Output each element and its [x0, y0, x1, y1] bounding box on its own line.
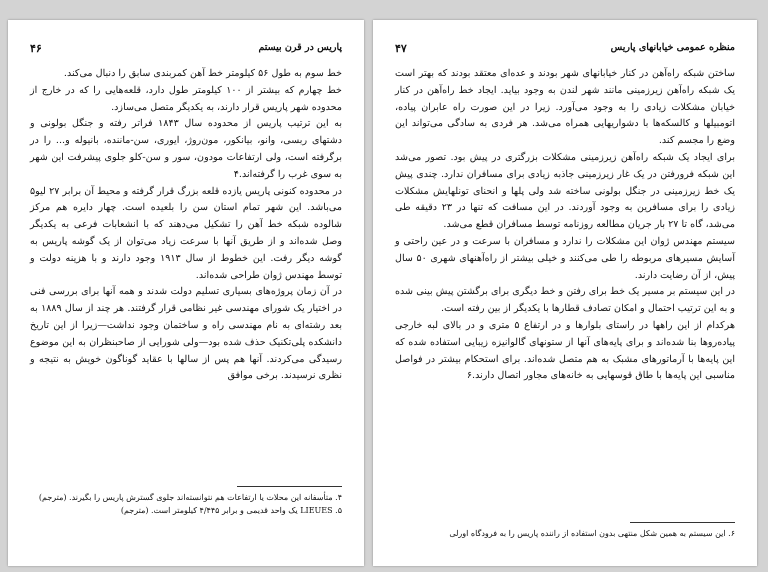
paragraph: در محدوده کنونی پاریس یازده قلعه بزرگ قرار گرفته و محیط آن برابر ۲۷ لیو۵ می‌باشد. این شهر تمام استان سن را بلعیده است. چهار دایره هم مرکز شالوده شبکه خط آهن را تشکیل می‌دهند که با انشعابات فرعی به یکدیگر وصل شده‌اند و از طریق آنها با سرعت زیاد می‌توان از یک گوشه پاریس به گوشه دیگر رفت. این خطوط از سال ۱۹۱۳ وجود دارند و با هزینه دولت و توسط مهندس ژوان طراحی شده‌اند.	[30, 185, 342, 281]
page-header	[395, 42, 735, 58]
page-number: ۴۷	[395, 42, 407, 55]
footnote-divider	[630, 522, 735, 523]
paragraph: هرکدام از این راهها در راستای بلوارها و در ارتفاع ۵ متری و در بالای لبه خارجی پیاده‌روها بنا شده‌اند و برای پایه‌های آنها از ستونهای گالوانیزه زیبایی استفاده شده که این پایه‌ها با آرماتورهای مشبک به هم متصل شده‌اند. برای استحکام بیشتر در فواصل مناسبی این پایه‌ها با طاق قوسهایی به خانه‌های مجاور اتصال دارند.۶	[395, 319, 736, 382]
page-left	[8, 20, 364, 566]
footnote: ۶. این سیستم به همین شکل منتهی بدون استفاده از راننده پاریس را به فرودگاه اورلی	[449, 529, 735, 538]
paragraph: خط چهارم که بیشتر از ۱۰۰ کیلومتر طول دارد، قلعه‌هایی را که در خارج از محدوده شهر پاریس قرار دارند، به یکدیگر متصل می‌سازد.	[30, 84, 342, 113]
paragraph: خط سوم به طول ۵۶ کیلومتر خط آهن کمربندی سابق را دنبال می‌کند.	[63, 68, 342, 79]
paragraph: ساختن شبکه راه‌آهن در کنار خیابانهای شهر بودند و عده‌ای معتقد بودند که بهتر است یک شبکه راه‌آهن زیرزمینی مانند شهر لندن به وجود بیاید. ایجاد خط راه‌آهن در کنار خیابان مشکلات زیادی را به وجود می‌آورد. زیرا در این صورت راه عابران پیاده، اتومبیلها و کالسکه‌ها با دشواریهایی همراه می‌شد. هر فردی به سادگی می‌تواند این وضع را مجسم کند.	[395, 68, 735, 147]
paragraph: در آن زمان پروژه‌های بسیاری تسلیم دولت شدند و همه آنها برای بررسی فنی در اختیار یک شورای مهندسی غیر نظامی قرار گرفتند. هر چند از سال ۱۸۸۹ به بعد رشته‌ای به نام مهندسی راه و ساختمان وجود نداشت—زیرا از این تاریخ دانشکده پلی‌تکنیک حذف شده بود—ولی شورایی از صاحبنظران به این موضوع رسیدگی می‌کردند. آنها هم پس از سالها با عقاید گوناگون خویش به نتیجه و نظری نرسیدند. برخی موافق	[30, 286, 342, 382]
footnotes	[395, 528, 735, 541]
body-text	[395, 66, 735, 385]
page-header	[30, 42, 342, 58]
footnote: ۴. متأسفانه این محلات یا ارتفاعات هم نتوانسته‌اند جلوی گسترش پاریس را بگیرند. (مترجم)	[38, 493, 342, 502]
paragraph: به این ترتیب پاریس از محدوده سال ۱۸۴۳ فراتر رفته و جنگل بولونی و دشتهای ربسی، وانو، بیانکور، مون‌روژ، ایوری، سن-ماننده، بانیوله و... را در برگرفته است، ولی ارتفاعات مودون، سور و سن-کلو جلوی پیشرفت این شهر به سوی غرب را گرفته‌اند.۴	[30, 118, 343, 180]
paragraph: برای ایجاد یک شبکه راه‌آهن زیرزمینی مشکلات بزرگتری در پیش بود. تصور می‌شد این شبکه فرورفتن در یک غار زیرزمینی جاذبه زیادی برای مسافران ندارد. چندی پیش یک خط زیرزمینی در جنگل بولونی ساخته شد ولی پلها و انحنای تونلهایش مشکلات زیادی را برای مسافرین به وجود آوردند. در این مسافت که تنها در ۲۳ دقیقه طی می‌شد، گاه تا ۲۷ بار جریان مطالعه روزنامه توسط مسافران قطع می‌شد.	[395, 151, 735, 231]
running-title: منظره عمومی خیابانهای پاریس	[610, 42, 735, 53]
body-text	[30, 66, 342, 385]
paragraph: در این سیستم بر مسیر یک خط برای رفتن و خط دیگری برای برگشتن پیش بینی شده و به این ترتیب احتمال و امکان تصادف قطارها با یکدیگر از بین رفته است.	[395, 286, 735, 315]
page-right	[373, 20, 757, 566]
footnote: ۵. LIEUES یک واحد قدیمی و برابر ۴/۴۴۵ کیلومتر است. (مترجم)	[120, 505, 342, 515]
running-title: پاریس در قرن بیستم	[258, 42, 342, 53]
page-number: ۴۶	[30, 42, 42, 55]
paragraph: سیستم مهندس ژوان این مشکلات را ندارد و مسافران با سرعت و در عین راحتی و آسایش مسیرهای مربوطه را طی می‌کنند و خیلی بیشتر از راه‌آهنهای شهری ۵۰ سال پیش، از آن رضایت دارند.	[395, 235, 735, 281]
footnote-divider	[237, 486, 342, 487]
footnotes	[30, 492, 342, 517]
